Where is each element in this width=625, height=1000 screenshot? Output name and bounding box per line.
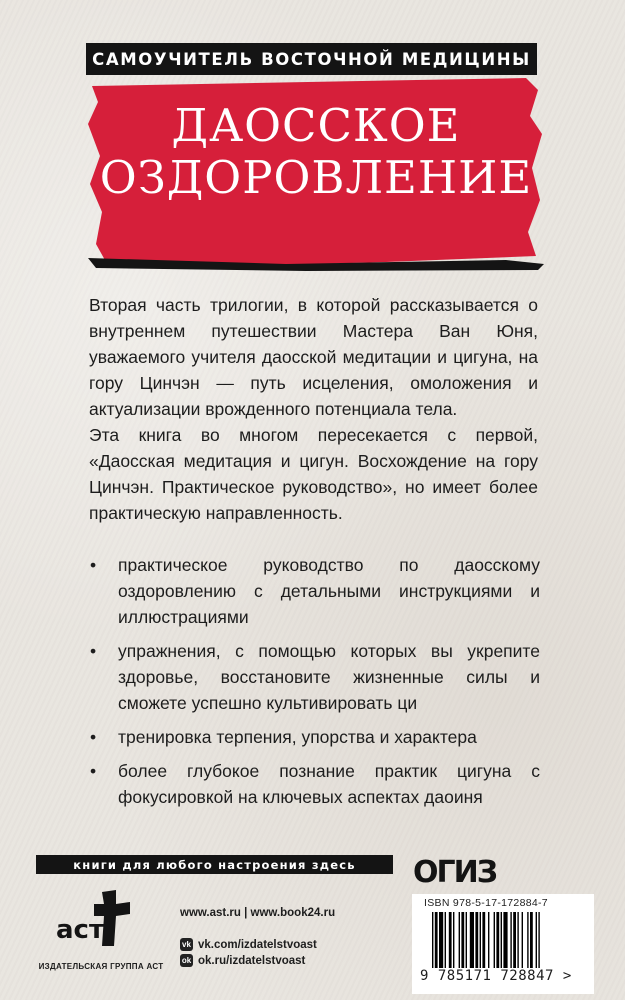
isbn-number: ISBN 978-5-17-172884-7 [424, 897, 548, 909]
book-title [86, 100, 546, 204]
ast-logo-icon [50, 888, 150, 948]
bullet-icon: • [90, 727, 97, 747]
feature-text: тренировка терпения, упорства и характера [118, 727, 477, 747]
ast-logo-text: аст [56, 915, 105, 945]
series-title: САМОУЧИТЕЛЬ ВОСТОЧНОЙ МЕДИЦИНЫ [92, 49, 531, 69]
title-line-2: ОЗДОРОВЛЕНИЕ [99, 151, 533, 204]
mood-banner-text: книги для любого настроения здесь [73, 857, 356, 872]
barcode-icon [432, 912, 582, 968]
feature-text: упражнения, с помощью которых вы укрепите здоровье, восстановите жизненные силы и сможете успешно культивировать ци [118, 641, 540, 713]
bullet-icon: • [90, 641, 97, 661]
feature-item [80, 552, 540, 630]
feature-item [80, 758, 540, 810]
ok-icon: ok [181, 956, 192, 965]
bullet-icon: • [90, 761, 97, 781]
vk-link [180, 938, 317, 951]
bullet-icon: • [90, 555, 97, 575]
ogiz-logo-text: ОГИЗ [413, 855, 497, 890]
title-line-1: ДАОССКОЕ [171, 99, 461, 152]
ok-url: ok.ru/izdatelstvoast [198, 954, 306, 967]
feature-text: более глубокое познание практик цигуна с фокусировкой на ключевых аспектах даоиня [118, 761, 540, 807]
description [89, 292, 538, 526]
feature-item [80, 638, 540, 716]
title-brush-block [86, 72, 546, 272]
publisher-name: ИЗДАТЕЛЬСКАЯ ГРУППА АСТ [38, 962, 164, 971]
publisher-urls: www.ast.ru | www.book24.ru [180, 907, 336, 919]
ok-link [180, 954, 305, 967]
description-paragraph-1: Вторая часть трилогии, в которой рассказывается о внутреннем путешествии Мастера Ван Юня, уважаемого учителя даосской медитации и цигуна, на гору Цинчэн — путь исцеления, омоложения и актуализации врожденного потенциала тела. [89, 295, 538, 419]
ogiz-logo-icon [413, 850, 508, 890]
vk-url: vk.com/izdatelstvoast [198, 938, 317, 951]
series-banner [86, 43, 537, 75]
isbn-barcode-block [412, 894, 594, 994]
feature-text: практическое руководство по даосскому оздоровлению с детальными инструкциями и иллюстрациями [118, 555, 540, 627]
barcode-digits: 9 785171 728847 > [420, 968, 572, 984]
feature-list [80, 552, 540, 818]
feature-item [80, 724, 540, 750]
mood-banner [36, 855, 393, 874]
description-paragraph-2: Эта книга во многом пересекается с первой, «Даосская медитация и цигун. Восхождение на гору Цинчэн. Практическое руководство», но имеет более практическую направленность. [89, 425, 538, 523]
vk-icon: vk [180, 938, 193, 951]
